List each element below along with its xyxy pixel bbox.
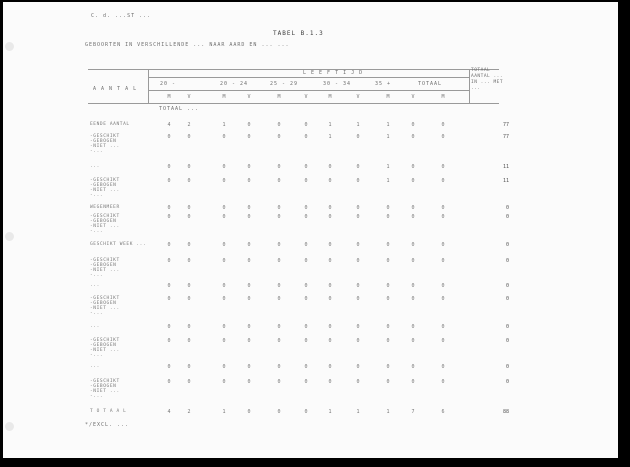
table-cell: 0 (304, 214, 308, 220)
table-cell: 0 (167, 338, 171, 344)
table-cell: 0 (411, 258, 415, 264)
table-cell: 0 (277, 205, 281, 211)
table-cell: 4 (167, 122, 171, 128)
table-cell: 0 (247, 296, 251, 302)
sex-label: M (222, 94, 226, 100)
sex-label: V (411, 94, 415, 100)
table-cell: 0 (222, 205, 226, 211)
table-cell: 0 (328, 164, 332, 170)
right-header: TOTAAL AANTAL ... IN ... MET ... (471, 68, 504, 91)
table-cell: 0 (167, 283, 171, 289)
table-cell: 0 (277, 214, 281, 220)
sex-label: V (187, 94, 191, 100)
table-cell: 0 (441, 164, 445, 170)
table-cell: 0 (247, 409, 251, 415)
table-cell: 0 (304, 379, 308, 385)
sex-label: V (247, 94, 251, 100)
table-cell: 0 (386, 324, 390, 330)
table-cell: 0 (222, 324, 226, 330)
punch-hole (5, 422, 14, 431)
table-cell: 0 (304, 283, 308, 289)
sex-label: M (441, 94, 445, 100)
row-label: -GESCHIKT -GEBOGEN -NIET ... -... (90, 296, 120, 316)
table-cell: 0 (277, 364, 281, 370)
sex-label: M (386, 94, 390, 100)
table-cell: 0 (247, 122, 251, 128)
table-cell: 0 (167, 242, 171, 248)
age-group-label: 35 + (375, 81, 392, 87)
table-cell: 0 (167, 164, 171, 170)
table-cell: 0 (304, 338, 308, 344)
table-cell: 0 (222, 379, 226, 385)
table-cell: 0 (247, 283, 251, 289)
table-cell: 0 (411, 242, 415, 248)
row-header: A A N T A L (93, 86, 138, 92)
table-cell: 0 (328, 258, 332, 264)
table-subtitle: GEBOORTEN IN VERSCHILLENDE ... NAAR AARD EN ... ... (85, 42, 290, 48)
table-cell: 0 (247, 379, 251, 385)
table-cell: 2 (187, 122, 191, 128)
table-cell: 0 (328, 338, 332, 344)
table-cell: 0 (441, 214, 445, 220)
table-cell: 0 (328, 283, 332, 289)
table-cell: 0 (386, 214, 390, 220)
table-cell: 0 (441, 242, 445, 248)
table-cell: 0 (222, 338, 226, 344)
table-cell: 0 (277, 178, 281, 184)
table-cell: 1 (386, 122, 390, 128)
table-cell: 0 (247, 364, 251, 370)
table-cell: 1 (386, 409, 390, 415)
table-cell: 0 (277, 242, 281, 248)
table-cell: 0 (277, 283, 281, 289)
table-cell: 0 (441, 258, 445, 264)
table-cell: 0 (441, 296, 445, 302)
table-cell: 0 (247, 205, 251, 211)
table-cell: 0 (386, 283, 390, 289)
table-cell: 0 (386, 242, 390, 248)
age-group-label: 30 - 34 (323, 81, 352, 87)
table-cell: 0 (356, 214, 360, 220)
table-cell: 0 (277, 338, 281, 344)
table-cell: 0 (187, 178, 191, 184)
rule-age (148, 77, 469, 78)
table-cell: 0 (277, 164, 281, 170)
table-cell: 0 (356, 283, 360, 289)
sex-label: M (328, 94, 332, 100)
table-cell: 0 (386, 379, 390, 385)
table-cell: 0 (304, 242, 308, 248)
row-label: -GESCHIKT -GEBOGEN -NIET ... -... (90, 134, 120, 154)
table-cell: 0 (304, 409, 308, 415)
table-cell: 0 (328, 296, 332, 302)
table-cell: 0 (277, 122, 281, 128)
table-cell: 0 (222, 242, 226, 248)
table-cell: 0 (304, 324, 308, 330)
sex-label: M (167, 94, 171, 100)
table-cell: 0 (304, 258, 308, 264)
table-cell: 0 (247, 214, 251, 220)
row-total: 0 (505, 324, 509, 330)
sex-label: V (304, 94, 308, 100)
row-label: WEGENMEER (90, 205, 120, 210)
table-cell: 1 (222, 409, 226, 415)
table-cell: 0 (167, 364, 171, 370)
row-total: 0 (505, 379, 509, 385)
table-cell: 0 (247, 164, 251, 170)
table-cell: 0 (222, 364, 226, 370)
table-cell: 0 (222, 296, 226, 302)
table-cell: 0 (222, 283, 226, 289)
table-cell: 0 (304, 164, 308, 170)
table-cell: 0 (386, 258, 390, 264)
row-total: 0 (505, 258, 509, 264)
table-cell: 0 (411, 379, 415, 385)
table-cell: 0 (277, 324, 281, 330)
table-cell: 0 (247, 258, 251, 264)
rule-vertical (148, 69, 149, 103)
table-cell: 0 (411, 283, 415, 289)
table-cell: 0 (328, 242, 332, 248)
row-total: 0 (505, 205, 509, 211)
age-group-label: TOTAAL (418, 81, 443, 87)
table-cell: 0 (441, 338, 445, 344)
table-cell: 0 (167, 178, 171, 184)
sex-label: M (277, 94, 281, 100)
table-cell: 0 (386, 205, 390, 211)
table-cell: 0 (222, 258, 226, 264)
table-cell: 0 (247, 134, 251, 140)
punch-hole (5, 42, 14, 51)
table-cell: 0 (167, 296, 171, 302)
table-cell: 0 (411, 178, 415, 184)
row-total: 0 (505, 242, 509, 248)
table-cell: 0 (247, 324, 251, 330)
table-cell: 0 (277, 379, 281, 385)
table-cell: 0 (187, 134, 191, 140)
table-cell: 0 (187, 364, 191, 370)
row-label: ... (90, 324, 100, 329)
table-cell: 0 (222, 178, 226, 184)
rule-top (88, 69, 499, 70)
row-label: -GESCHIKT -GEBOGEN -NIET ... -... (90, 338, 120, 358)
table-cell: 0 (328, 379, 332, 385)
table-cell: 0 (411, 214, 415, 220)
table-cell: 0 (187, 379, 191, 385)
table-cell: 0 (356, 364, 360, 370)
table-cell: 0 (441, 379, 445, 385)
table-cell: 0 (187, 338, 191, 344)
table-cell: 0 (441, 364, 445, 370)
punch-hole (5, 232, 14, 241)
table-cell: 0 (386, 296, 390, 302)
table-cell: 0 (411, 364, 415, 370)
table-cell: 0 (187, 205, 191, 211)
table-cell: 0 (356, 134, 360, 140)
table-cell: 0 (167, 379, 171, 385)
table-cell: 0 (356, 338, 360, 344)
table-cell: 1 (386, 134, 390, 140)
row-label: ... (90, 364, 100, 369)
table-cell: 0 (441, 178, 445, 184)
table-cell: 0 (187, 242, 191, 248)
table-cell: 0 (277, 258, 281, 264)
table-cell: 1 (328, 122, 332, 128)
row-total: 0 (505, 214, 509, 220)
table-cell: 4 (167, 409, 171, 415)
table-cell: 0 (167, 214, 171, 220)
table-cell: 0 (328, 214, 332, 220)
table-cell: 0 (277, 409, 281, 415)
table-cell: 0 (304, 122, 308, 128)
table-cell: 1 (222, 122, 226, 128)
table-cell: 0 (304, 178, 308, 184)
row-total: 0 (505, 283, 509, 289)
table-cell: 0 (356, 258, 360, 264)
row-label: -GESCHIKT -GEBOGEN -NIET ... -... (90, 379, 120, 399)
table-cell: 0 (247, 178, 251, 184)
table-cell: 0 (277, 134, 281, 140)
table-cell: 0 (222, 164, 226, 170)
table-cell: 0 (356, 164, 360, 170)
table-cell: 0 (441, 134, 445, 140)
row-total: 77 (502, 134, 509, 140)
table-id: TABEL B.1.3 (273, 30, 324, 37)
table-cell: 0 (441, 324, 445, 330)
table-cell: 0 (328, 364, 332, 370)
table-cell: 0 (304, 296, 308, 302)
table-cell: 0 (167, 258, 171, 264)
row-total: 77 (502, 122, 509, 128)
table-cell: 0 (187, 164, 191, 170)
row-label: GESCHIKT WEEK ... (90, 242, 147, 247)
sex-label: V (356, 94, 360, 100)
table-cell: 0 (356, 205, 360, 211)
row-label: EENDE AANTAL (90, 122, 130, 127)
row-label: T O T A A L (90, 409, 127, 414)
age-group-header: L E E F T I J D (303, 70, 364, 76)
table-cell: 0 (187, 296, 191, 302)
footnote: */EXCL. ... (85, 422, 130, 428)
row-total: 0 (505, 338, 509, 344)
table-cell: 0 (187, 283, 191, 289)
table-cell: 1 (386, 178, 390, 184)
section-label: TOTAAL ... (159, 106, 200, 112)
table-cell: 0 (187, 324, 191, 330)
table-cell: 0 (386, 364, 390, 370)
age-group-label: 20 - (160, 81, 177, 87)
rule-vertical (469, 69, 470, 103)
table-cell: 0 (277, 296, 281, 302)
table-cell: 0 (386, 338, 390, 344)
row-total: 11 (502, 164, 509, 170)
table-cell: 7 (411, 409, 415, 415)
table-cell: 0 (187, 214, 191, 220)
table-cell: 0 (167, 134, 171, 140)
row-label: -GESCHIKT -GEBOGEN -NIET ... -... (90, 178, 120, 198)
table-cell: 1 (328, 409, 332, 415)
table-cell: 0 (167, 205, 171, 211)
table-cell: 0 (222, 134, 226, 140)
table-cell: 2 (187, 409, 191, 415)
table-cell: 0 (247, 338, 251, 344)
row-total: 88 (502, 409, 509, 415)
row-label: ... (90, 164, 100, 169)
rule-header-bottom (88, 103, 499, 104)
age-group-label: 20 - 24 (220, 81, 249, 87)
table-cell: 0 (304, 205, 308, 211)
table-cell: 0 (247, 242, 251, 248)
table-cell: 0 (356, 178, 360, 184)
table-cell: 0 (187, 258, 191, 264)
table-cell: 0 (356, 242, 360, 248)
row-label: ... (90, 283, 100, 288)
table-cell: 1 (328, 134, 332, 140)
table-cell: 0 (441, 122, 445, 128)
table-cell: 0 (356, 379, 360, 385)
row-label: -GESCHIKT -GEBOGEN -NIET ... -... (90, 214, 120, 234)
table-cell: 0 (441, 283, 445, 289)
table-cell: 6 (441, 409, 445, 415)
table-cell: 0 (328, 324, 332, 330)
table-cell: 0 (356, 324, 360, 330)
table-cell: 1 (386, 164, 390, 170)
row-total: 11 (502, 178, 509, 184)
table-cell: 1 (356, 409, 360, 415)
table-cell: 0 (328, 178, 332, 184)
table-cell: 0 (356, 296, 360, 302)
row-label: -GESCHIKT -GEBOGEN -NIET ... -... (90, 258, 120, 278)
table-cell: 0 (304, 364, 308, 370)
table-cell: 0 (304, 134, 308, 140)
table-cell: 0 (411, 324, 415, 330)
row-total: 0 (505, 364, 509, 370)
table-cell: 0 (167, 324, 171, 330)
table-cell: 0 (411, 205, 415, 211)
row-total: 0 (505, 296, 509, 302)
rule-sex (148, 90, 469, 91)
table-cell: 0 (411, 338, 415, 344)
header-top: C. d. ...ST ... (91, 13, 152, 19)
table-cell: 0 (411, 122, 415, 128)
table-cell: 0 (411, 296, 415, 302)
table-cell: 1 (356, 122, 360, 128)
scanned-page (3, 2, 618, 458)
table-cell: 0 (441, 205, 445, 211)
table-cell: 0 (222, 214, 226, 220)
table-cell: 0 (328, 205, 332, 211)
table-cell: 0 (411, 164, 415, 170)
age-group-label: 25 - 29 (270, 81, 299, 87)
table-cell: 0 (411, 134, 415, 140)
